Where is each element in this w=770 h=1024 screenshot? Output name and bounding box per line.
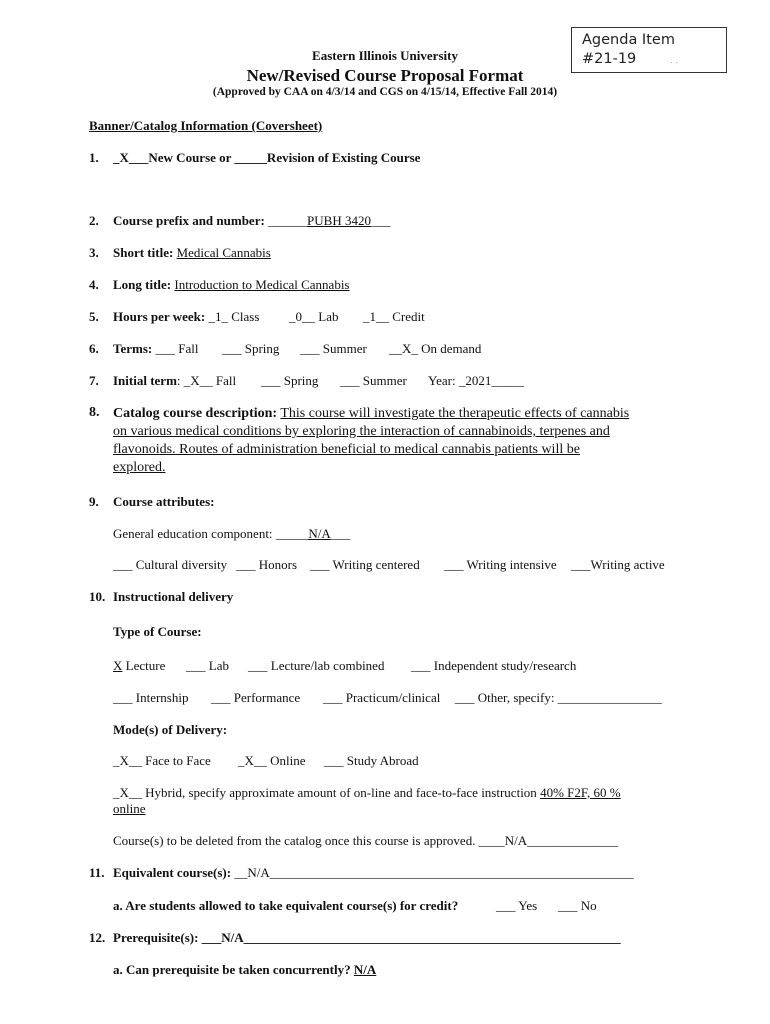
short-title-line <box>113 245 271 261</box>
prerequisite-concurrent-line <box>113 962 376 978</box>
catalog-description-line-1: This course will investigate the therapeutic effects of cannabis <box>280 406 630 421</box>
gen-ed-post: ___ <box>330 526 351 541</box>
hours-class: _1_ Class <box>205 309 260 324</box>
hybrid-value-1: 40% F2F, 60 % <box>540 785 621 800</box>
catalog-description-label: Catalog course description: <box>113 406 278 421</box>
courses-deleted-line: Course(s) to be deleted from the catalog once this course is approved. ____N/A______________ <box>113 833 619 848</box>
hours-credit: _1__ Credit <box>363 309 425 324</box>
type-internship: ___ Internship <box>113 690 189 705</box>
course-prefix-value: PUBH 3420 <box>307 213 371 228</box>
catalog-description <box>113 405 693 477</box>
prerequisites-line <box>113 930 621 946</box>
prerequisites-value: ___N/A__________________________________________________________ <box>198 930 621 945</box>
long-title-line <box>113 277 350 293</box>
agenda-item-number: #21-19 <box>582 51 637 67</box>
initial-term-spring: ___ Spring <box>261 373 319 388</box>
type-practicum-clinical: ___ Practicum/clinical <box>323 690 441 705</box>
type-lecture <box>113 658 165 674</box>
attr-honors: ___ Honors <box>236 557 298 572</box>
hours-label: Hours per week: <box>113 309 206 324</box>
agenda-item-label: Agenda Item <box>582 32 675 48</box>
section-heading: Banner/Catalog Information (Coversheet) <box>89 118 323 133</box>
hybrid-value-2: online <box>113 801 146 816</box>
terms-on-demand: __X_ On demand <box>389 341 482 356</box>
initial-term-summer: ___ Summer <box>340 373 407 388</box>
course-prefix-pre: ______ <box>264 213 308 228</box>
gen-ed-value: N/A <box>308 526 331 541</box>
mode-study-abroad: ___ Study Abroad <box>324 753 419 768</box>
hours-lab: _0__ Lab <box>289 309 339 324</box>
catalog-description-line-4: explored. <box>113 460 166 475</box>
mode-face-to-face: _X__ Face to Face <box>113 753 211 768</box>
gen-ed-label: General education component: <box>113 526 276 541</box>
item-number-7: 7. <box>89 373 99 388</box>
type-other-specify: ___ Other, specify: ________________ <box>455 690 662 705</box>
item-number-5: 5. <box>89 309 99 324</box>
item-number-3: 3. <box>89 245 99 260</box>
course-prefix-post: ___ <box>370 213 391 228</box>
item-number-2: 2. <box>89 213 99 228</box>
item-number-1: 1. <box>89 150 99 165</box>
short-title-label: Short title: <box>113 245 174 260</box>
terms-line <box>113 341 198 357</box>
hours-per-week-label <box>113 309 259 325</box>
equivalent-courses-label: Equivalent course(s): <box>113 865 232 880</box>
mode-hybrid <box>113 785 621 801</box>
initial-term-label: Initial term <box>113 373 177 388</box>
mode-online: _X__ Online <box>238 753 306 768</box>
course-prefix-label: Course prefix and number: <box>113 213 265 228</box>
attr-writing-intensive: ___ Writing intensive <box>444 557 557 572</box>
mode-of-delivery-label: Mode(s) of Delivery: <box>113 722 228 737</box>
catalog-description-line-3: flavonoids. Routes of administration beneficial to medical cannabis patients will be <box>113 442 580 457</box>
course-prefix-line <box>113 213 390 229</box>
document-title: New/Revised Course Proposal Format <box>246 66 524 85</box>
long-title-value: Introduction to Medical Cannabis <box>174 277 350 292</box>
item-number-8: 8. <box>89 405 100 420</box>
instructional-delivery-label: Instructional delivery <box>113 589 234 604</box>
attr-writing-active: ___Writing active <box>571 557 665 572</box>
hybrid-continuation <box>113 801 146 817</box>
equivalent-courses-value: __N/A________________________________________________________ <box>231 865 634 880</box>
item-number-10: 10. <box>89 589 106 604</box>
terms-spring: ___ Spring <box>222 341 280 356</box>
gen-ed-line <box>113 526 350 542</box>
prerequisites-label: Prerequisite(s): <box>113 930 199 945</box>
equivalent-courses-line <box>113 865 634 881</box>
catalog-description-line-2: on various medical conditions by exploring the interaction of cannabinoids, terpenes and <box>113 424 610 439</box>
university-name: Eastern Illinois University <box>312 48 458 63</box>
equivalent-credit-yes: ___ Yes <box>496 898 538 913</box>
prerequisite-concurrent-question: a. Can prerequisite be taken concurrently? <box>113 962 351 977</box>
item-number-6: 6. <box>89 341 99 356</box>
attr-cultural-diversity: ___ Cultural diversity <box>113 557 228 572</box>
terms-summer: ___ Summer <box>300 341 367 356</box>
course-type-line: _X___New Course or _____Revision of Existing Course <box>113 150 421 165</box>
hybrid-text: _X__ Hybrid, specify approximate amount of on-line and face-to-face instruction <box>113 785 541 800</box>
short-title-value: Medical Cannabis <box>176 245 271 260</box>
agenda-box-dots: . . <box>670 56 678 65</box>
long-title-label: Long title: <box>113 277 172 292</box>
initial-term-line <box>113 373 236 389</box>
equivalent-credit-question: a. Are students allowed to take equivalent course(s) for credit? <box>113 898 459 913</box>
type-lab: ___ Lab <box>186 658 229 673</box>
lecture-label: Lecture <box>122 658 166 673</box>
type-performance: ___ Performance <box>211 690 301 705</box>
course-attributes-label: Course attributes: <box>113 494 215 509</box>
type-independent-study: ___ Independent study/research <box>411 658 577 673</box>
terms-label: Terms: <box>113 341 153 356</box>
attr-writing-centered: ___ Writing centered <box>310 557 420 572</box>
terms-fall: ___ Fall <box>152 341 199 356</box>
prerequisite-concurrent-value: N/A <box>353 962 377 977</box>
item-number-12: 12. <box>89 930 106 945</box>
type-lecture-lab-combined: ___ Lecture/lab combined <box>248 658 385 673</box>
item-number-11: 11. <box>89 865 105 880</box>
item-number-9: 9. <box>89 494 99 509</box>
item-number-4: 4. <box>89 277 99 292</box>
type-of-course-label: Type of Course: <box>113 624 202 639</box>
initial-term-fall: : _X__ Fall <box>176 373 237 388</box>
approval-note: (Approved by CAA on 4/3/14 and CGS on 4/15/14, Effective Fall 2014) <box>212 86 558 98</box>
lecture-mark: X <box>113 658 123 673</box>
initial-term-year: Year: _2021_____ <box>428 373 524 388</box>
equivalent-credit-no: ___ No <box>558 898 597 913</box>
gen-ed-pre: _____ <box>275 526 309 541</box>
